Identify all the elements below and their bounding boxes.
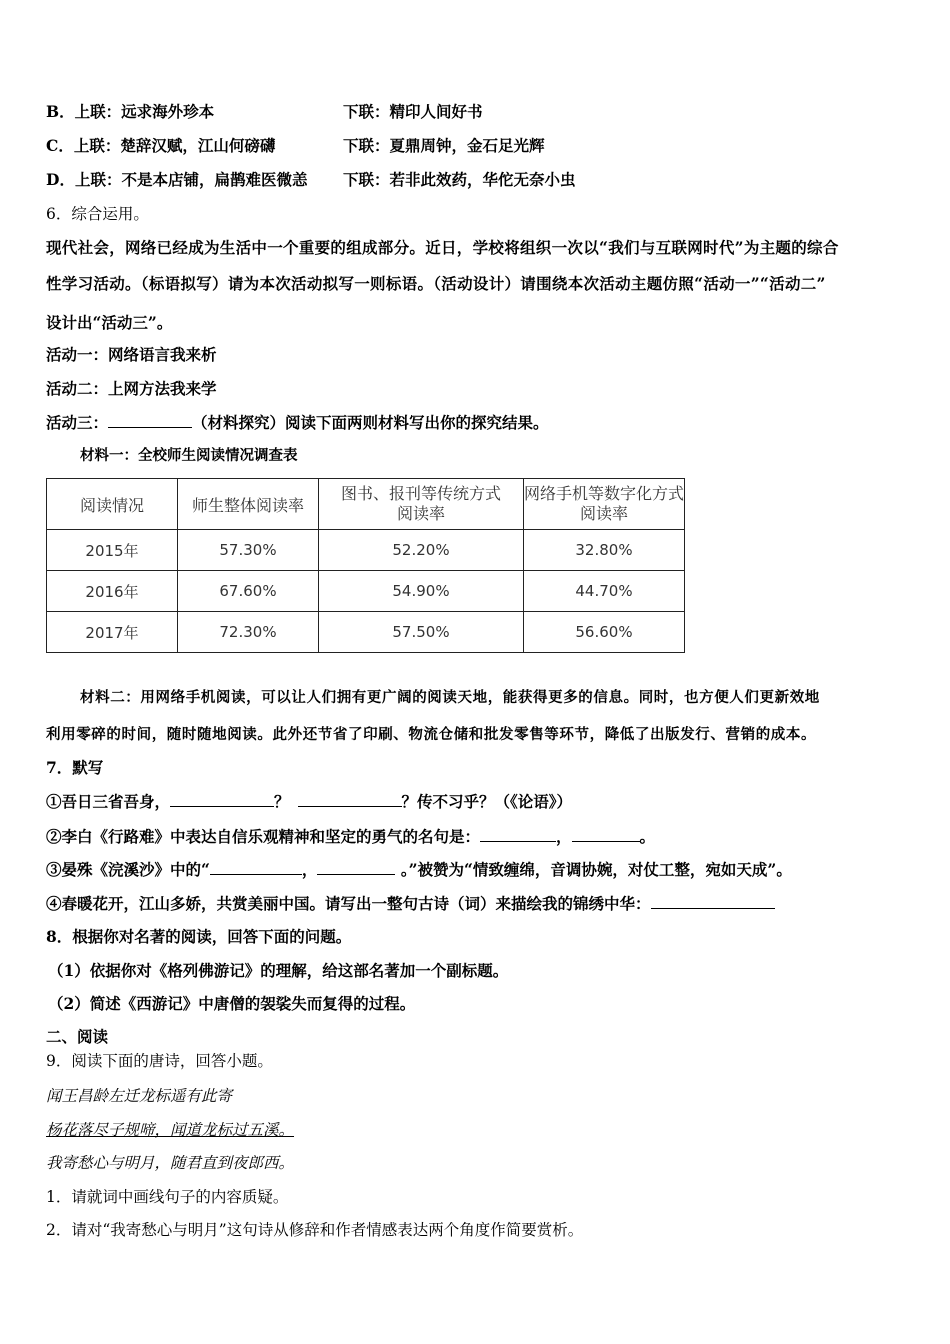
upper-couplet: 上联：楚辞汉赋，江山何磅礴: [73, 136, 276, 155]
option-d: [46, 169, 307, 191]
activity-2: 活动二：上网方法我来学: [46, 379, 217, 398]
lower-couplet: 下联：精印人间好书: [343, 102, 483, 121]
q7-item-1-text: ①吾日三省吾身，: [46, 792, 171, 811]
lower-couplet: 下联：夏鼎周钟，金石足光辉: [343, 136, 545, 155]
table-cell: 57.50%: [319, 612, 524, 653]
table-row: [47, 530, 685, 571]
table-cell: 52.20%: [319, 530, 524, 571]
table-cell: 67.60%: [178, 571, 319, 612]
table-cell: 44.70%: [524, 571, 685, 612]
q7-title: 7．默写: [46, 758, 104, 777]
q8-sub-1: （1）依据你对《格列佛游记》的理解，给这部名著加一个副标题。: [48, 961, 509, 980]
activity-1: 活动一：网络语言我来析: [46, 345, 217, 364]
poem-title: 闻王昌龄左迁龙标遥有此寄: [46, 1087, 233, 1105]
answer-blank[interactable]: [651, 892, 775, 909]
q7-item-4: [46, 892, 775, 915]
q8-title: 8．根据你对名著的阅读，回答下面的问题。: [46, 927, 352, 946]
q9-title: 9．阅读下面的唐诗，回答小题。: [46, 1052, 273, 1070]
activity-3-blank[interactable]: [108, 411, 192, 428]
answer-blank[interactable]: [572, 825, 640, 842]
table-header-row: [47, 479, 685, 530]
q7-item-1: [46, 790, 572, 813]
table-header: 图书、报刊等传统方式阅读率: [319, 479, 524, 530]
activity-3-text: （材料探究）阅读下面两则材料写出你的探究结果。: [192, 413, 549, 432]
answer-blank[interactable]: [480, 825, 556, 842]
q9-sub-1: 1．请就词中画线句子的内容质疑。: [46, 1188, 289, 1206]
q8-sub-2: （2）简述《西游记》中唐僧的袈裟失而复得的过程。: [48, 994, 416, 1013]
q6-para-line1: 现代社会，网络已经成为生活中一个重要的组成部分。近日，学校将组织一次以“我们与互联网时代”为主题的综合: [46, 238, 839, 257]
q9-sub-2: 2．请对“我寄愁心与明月”这句诗从修辞和作者情感表达两个角度作简要赏析。: [46, 1221, 584, 1239]
answer-blank[interactable]: [170, 790, 274, 807]
table-cell: 2017年: [47, 612, 178, 653]
q7-item-2-punct: ，: [556, 827, 572, 846]
activity-3-label: 活动三：: [46, 413, 109, 432]
option-letter: C．: [46, 136, 74, 155]
table-header: 阅读情况: [47, 479, 178, 530]
survey-table: [46, 478, 685, 653]
table-header: 师生整体阅读率: [178, 479, 319, 530]
answer-blank[interactable]: [317, 858, 395, 875]
q7-item-1-tail: ？传不习乎？（《论语》）: [401, 792, 573, 811]
q7-item-1-punct: ？: [274, 792, 290, 811]
option-letter: D．: [46, 170, 75, 189]
table-row: [47, 571, 685, 612]
q7-item-2-tail: 。: [639, 827, 656, 846]
table-cell: 32.80%: [524, 530, 685, 571]
answer-blank[interactable]: [210, 858, 302, 875]
upper-couplet: 上联：远求海外珍本: [74, 102, 215, 121]
answer-blank[interactable]: [298, 790, 402, 807]
option-letter: B．: [46, 102, 75, 121]
table-header: 网络手机等数字化方式阅读率: [524, 479, 685, 530]
q7-item-3-text: ③晏殊《浣溪沙》中的“: [46, 860, 210, 879]
table-cell: 54.90%: [319, 571, 524, 612]
table-cell: 2015年: [47, 530, 178, 571]
q6-para-line3: 设计出“活动三”。: [46, 313, 173, 332]
q7-item-3-tail: 。”被赞为“情致缠绵，音调协婉，对仗工整，宛如天成”。: [395, 860, 792, 879]
table-row: [47, 612, 685, 653]
option-b: [46, 101, 214, 123]
table-cell: 56.60%: [524, 612, 685, 653]
option-c: [46, 135, 275, 157]
q7-item-4-text: ④春暖花开，江山多娇，共赏美丽中国。请写出一整句古诗（词）来描绘我的锦绣中华：: [46, 894, 651, 913]
table-cell: 72.30%: [178, 612, 319, 653]
upper-couplet: 上联：不是本店铺，扁鹊难医微恙: [74, 170, 308, 189]
table-cell: 2016年: [47, 571, 178, 612]
q6-para-line2: 性学习活动。（标语拟写）请为本次活动拟写一则标语。（活动设计）请围绕本次活动主题仿照“活动一”“活动二”: [46, 274, 826, 293]
material-2-line1: 材料二：用网络手机阅读，可以让人们拥有更广阔的阅读天地，能获得更多的信息。同时，也方便人们更新效地: [80, 689, 820, 706]
activity-3: [46, 411, 549, 434]
section-heading: 二、阅读: [46, 1027, 109, 1046]
table-cell: 57.30%: [178, 530, 319, 571]
material-2-line2: 利用零碎的时间，随时随地阅读。此外还节省了印刷、物流仓储和批发零售等环节，降低了出版发行、营销的成本。: [46, 726, 817, 743]
poem-line-1-underlined: 杨花落尽子规啼，闻道龙标过五溪。: [46, 1121, 295, 1139]
material-1-title: 材料一：全校师生阅读情况调查表: [80, 447, 298, 464]
poem-line-2: 我寄愁心与明月，随君直到夜郎西。: [46, 1154, 295, 1172]
q6-title: 6．综合运用。: [46, 205, 149, 223]
q7-item-2: [46, 825, 655, 848]
q7-item-3: [46, 858, 792, 881]
lower-couplet: 下联：若非此效药，华佗无奈小虫: [343, 170, 576, 189]
q7-item-2-text: ②李白《行路难》中表达自信乐观精神和坚定的勇气的名句是：: [46, 827, 481, 846]
q7-item-3-punct: ，: [301, 860, 318, 879]
